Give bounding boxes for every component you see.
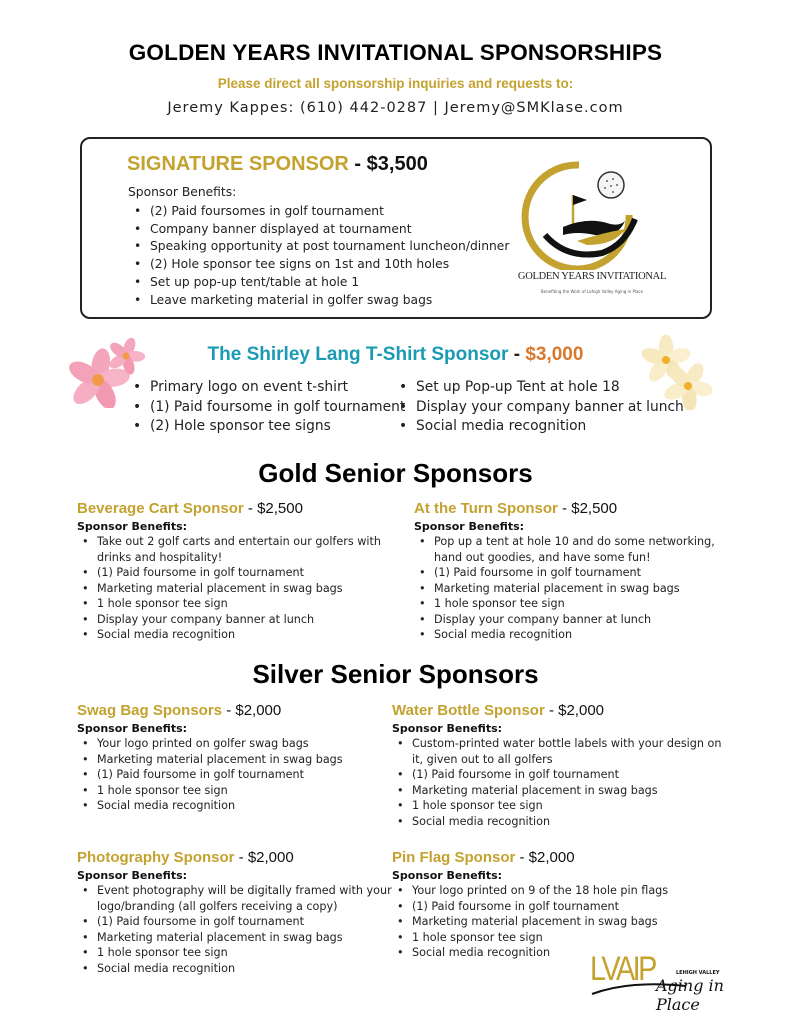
tier-benefits-label: Sponsor Benefits:: [77, 722, 188, 735]
benefit-item: • 1 hole sponsor tee sign: [392, 930, 722, 946]
tier-price: - $2,500: [243, 500, 303, 517]
signature-benefits-label: Sponsor Benefits:: [128, 185, 237, 199]
benefit-item: • Social media recognition: [77, 798, 407, 814]
signature-benefits-list: [128, 203, 509, 309]
signature-sponsor-name: SIGNATURE SPONSOR: [127, 153, 349, 175]
tier-benefits-label: Sponsor Benefits:: [414, 520, 525, 533]
tier-price: - $2,000: [234, 849, 294, 866]
tier-price: - $2,000: [222, 702, 282, 719]
tshirt-sponsor-name: The Shirley Lang T-Shirt Sponsor: [207, 344, 509, 365]
title-separator: -: [508, 344, 526, 365]
benefit-item: • Social media recognition: [77, 961, 407, 977]
golden-years-logo-tagline: Benefiting the Work of Lehigh Valley Aging in Place: [540, 289, 644, 294]
lvaip-letters: LVAIP: [590, 950, 655, 988]
benefit-item: • 1 hole sponsor tee sign: [77, 596, 407, 612]
lvaip-logo: [590, 950, 760, 1014]
tier-name: Pin Flag Sponsor: [392, 849, 516, 866]
tier-benefits-list: [77, 883, 407, 976]
signature-sponsor-price: - $3,500: [348, 153, 428, 175]
benefit-item: • Event photography will be digitally framed with your logo/branding (all golfers receiving a copy): [77, 883, 407, 914]
benefit-item: • Marketing material placement in swag bags: [392, 914, 722, 930]
tier-benefits-list: [77, 736, 407, 814]
benefit-item: • (1) Paid foursome in golf tournament: [130, 398, 405, 418]
benefit-item: • Marketing material placement in swag bags: [77, 581, 407, 597]
benefit-item: • Marketing material placement in swag bags: [77, 930, 407, 946]
benefit-item: • (1) Paid foursome in golf tournament: [77, 914, 407, 930]
golf-emblem-icon: [507, 155, 677, 270]
page-title: GOLDEN YEARS INVITATIONAL SPONSORSHIPS: [128, 40, 663, 65]
tier-name: Beverage Cart Sponsor: [77, 500, 244, 517]
benefit-item: • Social media recognition: [77, 627, 407, 643]
beverage-cart-sponsor: [77, 500, 407, 643]
benefit-item: • (1) Paid foursome in golf tournament: [414, 565, 744, 581]
silver-section-heading: Silver Senior Sponsors: [252, 659, 539, 689]
lvaip-script-text: Aging in Place: [656, 976, 724, 1014]
tier-benefits-list: [392, 883, 722, 961]
benefit-item: • Take out 2 golf carts and entertain our golfers with drinks and hospitality!: [77, 534, 407, 565]
benefit-item: • (1) Paid foursome in golf tournament: [77, 767, 407, 783]
benefit-item: • Your logo printed on 9 of the 18 hole pin flags: [392, 883, 722, 899]
benefit-item: • Your logo printed on golfer swag bags: [77, 736, 407, 752]
benefit-item: • Primary logo on event t-shirt: [130, 378, 405, 398]
tier-benefits-label: Sponsor Benefits:: [77, 869, 188, 882]
tshirt-benefits-right: [396, 378, 684, 437]
benefit-item: • 1 hole sponsor tee sign: [414, 596, 744, 612]
golden-years-logo-name: GOLDEN YEARS INVITATIONAL: [517, 271, 667, 282]
benefit-item: • Set up pop-up tent/table at hole 1: [128, 274, 509, 292]
photography-sponsor: [77, 849, 407, 976]
tshirt-sponsor-title: [0, 344, 791, 366]
tier-name: Swag Bag Sponsors: [77, 702, 223, 719]
signature-sponsor-card: [80, 137, 712, 319]
tier-price: - $2,500: [557, 500, 618, 517]
tier-price: - $2,000: [544, 702, 605, 719]
swag-bag-sponsor: [77, 702, 407, 814]
tier-benefits-list: [392, 736, 722, 829]
benefit-item: • Display your company banner at lunch: [414, 612, 744, 628]
benefit-item: • Company banner displayed at tournament: [128, 221, 509, 239]
benefit-item: • 1 hole sponsor tee sign: [77, 945, 407, 961]
benefit-item: • (1) Paid foursome in golf tournament: [392, 899, 722, 915]
tier-name: Water Bottle Sponsor: [392, 702, 545, 719]
tshirt-sponsor-price: $3,000: [525, 344, 584, 365]
tier-benefits-list: [414, 534, 744, 643]
water-bottle-sponsor: [392, 702, 722, 829]
benefit-item: • Custom-printed water bottle labels with your design on it, given out to all golfers: [392, 736, 722, 767]
signature-sponsor-title: [127, 153, 428, 176]
lvaip-region-label: LEHIGH VALLEY: [676, 970, 720, 976]
tier-name: At the Turn Sponsor: [414, 500, 558, 517]
benefit-item: • (2) Paid foursomes in golf tournament: [128, 203, 509, 221]
benefit-item: • Social media recognition: [414, 627, 744, 643]
benefit-item: • (2) Hole sponsor tee signs on 1st and 10th holes: [128, 256, 509, 274]
contact-line: Jeremy Kappes: (610) 442-0287 | Jeremy@SMKlase.com: [167, 100, 624, 116]
pin-flag-sponsor: [392, 849, 722, 961]
tier-benefits-label: Sponsor Benefits:: [77, 520, 188, 533]
benefit-item: • 1 hole sponsor tee sign: [392, 798, 722, 814]
benefit-item: • Social media recognition: [396, 417, 684, 437]
tier-benefits-label: Sponsor Benefits:: [392, 722, 503, 735]
benefit-item: • Display your company banner at lunch: [396, 398, 684, 418]
benefit-item: • Display your company banner at lunch: [77, 612, 407, 628]
tier-price: - $2,000: [515, 849, 575, 866]
tier-benefits-label: Sponsor Benefits:: [392, 869, 503, 882]
benefit-item: • (1) Paid foursome in golf tournament: [77, 565, 407, 581]
benefit-item: • Social media recognition: [392, 945, 722, 961]
benefit-item: • Marketing material placement in swag bags: [392, 783, 722, 799]
benefit-item: • Speaking opportunity at post tournament luncheon/dinner: [128, 238, 509, 256]
benefit-item: • Pop up a tent at hole 10 and do some networking, hand out goodies, and have some fun!: [414, 534, 744, 565]
tshirt-benefits-left: [130, 378, 405, 437]
golden-years-logo: [507, 155, 677, 305]
tier-benefits-list: [77, 534, 407, 643]
benefit-item: • (1) Paid foursome in golf tournament: [392, 767, 722, 783]
benefit-item: • 1 hole sponsor tee sign: [77, 783, 407, 799]
at-the-turn-sponsor: [414, 500, 744, 643]
page-subtitle: Please direct all sponsorship inquiries and requests to:: [217, 76, 574, 91]
benefit-item: • Marketing material placement in swag bags: [414, 581, 744, 597]
tier-name: Photography Sponsor: [77, 849, 235, 866]
benefit-item: • Social media recognition: [392, 814, 722, 830]
benefit-item: • Marketing material placement in swag bags: [77, 752, 407, 768]
benefit-item: • (2) Hole sponsor tee signs: [130, 417, 405, 437]
benefit-item: • Set up Pop-up Tent at hole 18: [396, 378, 684, 398]
benefit-item: • Leave marketing material in golfer swag bags: [128, 292, 509, 310]
gold-section-heading: Gold Senior Sponsors: [258, 458, 533, 488]
